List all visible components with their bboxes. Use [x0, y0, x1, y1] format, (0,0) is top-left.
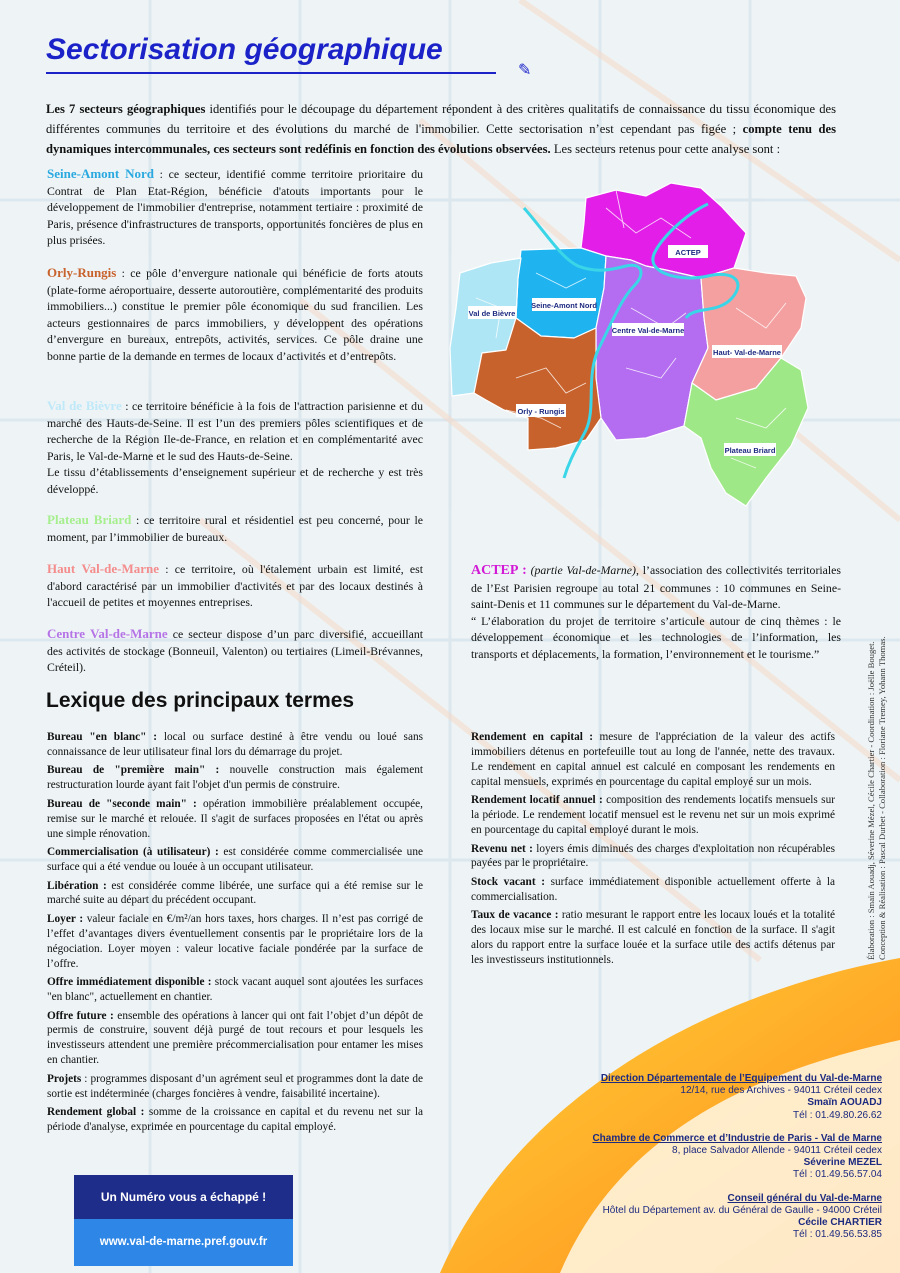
- lexique-term: Rendement en capital :: [471, 731, 594, 743]
- contact-entry: [540, 1133, 882, 1182]
- lexique-term: Libération :: [47, 879, 107, 892]
- lexique-entry: [471, 908, 835, 968]
- intro-paragraph: [46, 99, 836, 159]
- sector-name: Centre Val-de-Marne: [47, 626, 168, 641]
- lexique-entry: [47, 763, 423, 793]
- sector-text: ce territoire rural et résidentiel est peu concerné, pour le moment, par l’immobilier de bureaux.: [47, 513, 423, 544]
- map-label-actep: ACTEP: [675, 248, 701, 257]
- lexique-right-column: [471, 730, 835, 972]
- intro-bold-start: Les 7 secteurs géographiques: [46, 102, 206, 116]
- lexique-entry: [47, 912, 423, 972]
- lexique-definition: ensemble des opérations à lancer qui ont fait l’objet d’un dépôt de permis de construire, souvent déjà purgé de tout recours et pour lesquels les investisseurs attendent une première précommercialisation pour entamer les mises en chantier.: [47, 1009, 424, 1067]
- sector-name: Orly-Rungis: [47, 265, 117, 280]
- lexique-entry: [47, 797, 423, 842]
- sector-text: ce territoire bénéficie à la fois de l'attraction parisienne et du marché des Hauts-de-Seine. Il est l’un des premiers pôles scientifiques et de recherche de la Région Ile-de-France, en relation et en complémentarité avec Paris, le Val-de-Marne et le sud des Hauts-de-Seine.: [47, 399, 423, 463]
- sector-plateau-briard: Plateau Briard : ce territoire rural et résidentiel est peu concerné, pour le moment, par l’immobilier de bureaux.: [47, 512, 423, 544]
- footer-box: [74, 1175, 293, 1266]
- lexique-definition: stock vacant auquel sont ajoutées les surfaces "en blanc", actuellement en chantier.: [47, 976, 424, 1004]
- sector-val-de-bievre: Val de Bièvre : ce territoire bénéficie à la fois de l'attraction parisienne et du marché des Hauts-de-Seine. Il est l’un des premiers pôles scientifiques et de recherche de la Région Ile-de-France, en relation et en complémentarité avec Paris, le Val-de-Marne et le sud des Hauts-de-Seine. Le tissu d’établissements d’enseignement supérieur et de recherche y est très développé.: [47, 398, 423, 496]
- lexique-entry: [47, 730, 423, 760]
- map-label-seine-amont: Seine-Amont Nord: [531, 301, 597, 310]
- contact-address: Hôtel du Département av. du Général de Gaulle - 94000 Créteil: [602, 1204, 882, 1216]
- contact-phone: Tél : 01.49.80.26.62: [793, 1109, 882, 1121]
- contacts-block: [540, 1073, 882, 1252]
- sector-text: ce secteur, identifié comme territoire prioritaire du Contrat de Plan Etat-Région, bénéficie d'atouts importants pour le développement de l'immobilier d'entreprise, notamment tertiaire : proximité de Paris, présence d'infrastructures de transports, opportunités foncières de plus en plus prisées.: [47, 167, 423, 248]
- lexique-entry: [47, 1072, 423, 1102]
- lexique-definition: surface immédiatement disponible actuellement offerte à la commercialisation.: [471, 875, 835, 903]
- lexique-definition: opération immobilière préalablement occupée, remise sur le marché et relouée. Il s'agit de surfaces proposées en l'état ou après une simple rénovation.: [47, 797, 423, 840]
- lexique-definition: loyers émis diminués des charges d'exploitation non récupérables payées par le propriétaire.: [471, 842, 835, 870]
- contact-org: Chambre de Commerce et d’Industrie de Paris - Val de Marne: [592, 1132, 882, 1144]
- lexique-definition: nouvelle construction mais également restructuration lourde ayant fait l'objet d'un permis de construire.: [47, 764, 423, 792]
- credits-line-2: Conception & Réalisation : Pascal Durbet - Collaboration : Floriane Tremey, Yohann Thomas.: [877, 636, 887, 960]
- contact-person: Smaïn AOUADJ: [807, 1097, 882, 1109]
- contact-person: Cécile CHARTIER: [798, 1217, 882, 1229]
- lexique-entry: [47, 1105, 423, 1135]
- lexique-definition: est considérée comme commercialisée une surface qui a été vendue ou louée à un occupant utilisateur.: [47, 846, 423, 874]
- contact-entry: [540, 1193, 882, 1242]
- sector-name: ACTEP :: [471, 563, 527, 578]
- sector-name: Haut Val-de-Marne: [47, 561, 159, 576]
- lexique-entry: [471, 842, 835, 872]
- sector-text: ce pôle d’envergure nationale qui bénéficie de forts atouts (plate-forme aéroportuaire, desserte autoroutière, complémentarité des produits immobiliers...) constitue le premier pôle économique du sud francilien. Les acteurs gestionnaires de parcs immobiliers, y développent des opérations d’envergure en bureaux, entrepôts, activités, services. Ce pôle draine une bonne partie de la demande en termes de locaux d’activités et d’entrepôts.: [47, 266, 423, 363]
- lexique-entry: [471, 793, 835, 838]
- sector-actep: [471, 562, 841, 663]
- credits-line-1: Élaboration : Smaïn Aouadj, Séverine Mézel, Cécile Chartier - Coordination : Joëlle Bouget.: [866, 641, 876, 960]
- lexique-term: Bureau de "seconde main" :: [47, 797, 197, 810]
- credits-vertical: [866, 600, 887, 960]
- lexique-entry: [47, 1009, 423, 1069]
- lexique-term: Loyer :: [47, 912, 84, 925]
- contact-phone: Tél : 01.49.56.53.85: [793, 1229, 882, 1241]
- contact-phone: Tél : 01.49.56.57.04: [793, 1169, 882, 1181]
- sector-centre-val-de-marne: [47, 626, 423, 676]
- lexique-term: Commercialisation (à utilisateur) :: [47, 846, 219, 859]
- sector-text-2: Le tissu d’établissements d’enseignement supérieur et de recherche y est très développé.: [47, 465, 423, 496]
- lexique-term: Bureau de "première main" :: [47, 764, 220, 777]
- lexique-term: Offre future :: [47, 1009, 114, 1022]
- lexique-term: Taux de vacance :: [471, 909, 559, 922]
- lexique-definition: local ou surface destiné à être vendu ou loué sans connaissance de leur utilisateur final lors du démarrage du projet.: [47, 731, 423, 758]
- lexique-entry: [47, 879, 423, 909]
- lexique-entry: [471, 875, 835, 905]
- lexique-term: Rendement locatif annuel :: [471, 794, 603, 807]
- website-link[interactable]: www.val-de-marne.pref.gouv.fr: [74, 1219, 293, 1266]
- sector-orly-rungis: Orly-Rungis : ce pôle d’envergure nationale qui bénéficie de forts atouts (plate-forme aéroportuaire, desserte autoroutière, complémentarité des produits immobiliers...) constitue le premier pôle économique du sud francilien. Les acteurs gestionnaires de parcs immobiliers, y développent des opérations d’envergure en bureaux, entrepôts, activités, services. Ce pôle draine une bonne partie de la demande en termes de locaux d’activités et d’entrepôts.: [47, 265, 423, 363]
- sector-quote: “ L’élaboration du projet de territoire s’articule autour de cinq thèmes : le développement économique et les technologies de l’information, les transports et déplacements, la formation, l’environnement et le tourisme.”: [471, 613, 841, 661]
- sector-text: ce territoire, où l'étalement urbain est limité, est d'abord caractérisé par un immobilier d'activités et par des locaux destinés à l'accueil de petites et moyennes entreprises.: [47, 562, 423, 610]
- lexique-entry: [47, 845, 423, 875]
- lexique-definition: est considérée comme libérée, une surface qui a été remise sur le marché suite au départ du précédent occupant.: [47, 879, 423, 907]
- sector-text: ce secteur dispose d’un parc diversifié, accueillant des activités de stockage (Bonneuil, Valenton) ou tertiaires (Limeil-Brévannes, Créteil).: [47, 627, 423, 675]
- map-label-centre: Centre Val-de-Marne: [611, 326, 685, 335]
- lexique-definition: : programmes disposant d’un agrément seul et programmes dont la date de sortie est indéterminée (charges foncières à vendre, faisabilité incertaine).: [47, 1072, 423, 1100]
- intro-text-1: identifiés pour le découpage du département répondent à des critères qualitatifs de connaissance du tissu économique des différentes communes du territoire et des évolutions du marché de l'immobilier. Cette sectorisation n’est cependant pas figée ;: [46, 102, 836, 136]
- lexique-term: Rendement global :: [47, 1106, 145, 1119]
- lexique-term: Stock vacant :: [471, 875, 545, 888]
- contact-org: Direction Départementale de l’Equipement du Val-de-Marne: [600, 1073, 882, 1084]
- sector-name: Seine-Amont Nord: [47, 166, 155, 181]
- contact-entry: [540, 1073, 882, 1122]
- pen-icon: ✎: [518, 62, 532, 79]
- sector-seine-amont: Seine-Amont Nord : ce secteur, identifié comme territoire prioritaire du Contrat de Plan Etat-Région, bénéficie d'atouts importants pour le développement de l'immobilier d'entreprise, notamment tertiaire : proximité de Paris, présence d'infrastructures de transports, opportunités foncières de plus en plus prisées.: [47, 166, 423, 248]
- contact-org: Conseil général du Val-de-Marne: [727, 1192, 882, 1204]
- lexique-entry: [47, 975, 423, 1005]
- lexique-definition: somme de la croissance en capital et du revenu net sur la période d'analyse, exprimée en pourcentage du capital employé.: [47, 1106, 423, 1134]
- lexique-term: Bureau "en blanc" :: [47, 731, 158, 743]
- sector-name: Plateau Briard: [47, 512, 132, 527]
- lexique-term: Offre immédiatement disponible :: [47, 976, 212, 989]
- contact-address: 8, place Salvador Allende - 94011 Créteil cedex: [672, 1145, 882, 1157]
- lexique-definition: valeur faciale en €/m²/an hors taxes, hors charges. Il n’est pas corrigé de l’effet d’avantages divers éventuellement consentis par le propriétaire lors de la négociation. Loyer moyen : valeur locative faciale pondérée par la surface de l’offre.: [47, 912, 423, 970]
- map-label-orly: Orly - Rungis: [517, 407, 565, 416]
- lexique-entry: [471, 730, 835, 790]
- lexique-definition: composition des rendements locatifs mensuels sur la période. Le rendement locatif mensuel est le revenu net sur un mois exprimé en pourcentage du capital employé durant le mois.: [471, 794, 835, 837]
- lexique-term: Revenu net :: [471, 842, 533, 855]
- sector-map: [446, 178, 816, 510]
- intro-bold-mid: compte tenu des dynamiques intercommunales, ces secteurs sont redéfinis en fonction des évolutions observées.: [46, 122, 837, 156]
- lexique-left-column: [47, 730, 423, 1139]
- sector-name: Val de Bièvre: [47, 398, 122, 413]
- sector-haut-val-de-marne: Haut Val-de-Marne : ce territoire, où l'étalement urbain est limité, est d'abord caractérisé par un immobilier d'activités et par des locaux destinés à l'accueil de petites et moyennes entreprises.: [47, 561, 423, 610]
- map-label-val-de-bievre: Val de Bièvre: [468, 309, 516, 318]
- sector-text: , l’association des collectivités territoriales de l’Est Parisien regroupe au total 21 communes : 10 communes en Seine-saint-Denis et 11 communes sur le département du Val-de-Marne.: [471, 563, 841, 612]
- intro-text-2: Les secteurs retenus pour cette analyse sont :: [550, 142, 781, 156]
- map-region-seine-amont-nord: [516, 248, 606, 338]
- lexique-term: Projets: [47, 1072, 82, 1085]
- lexique-definition: mesure de l'appréciation de la valeur des actifs immobiliers détenus en portefeuille tout au long de l'année, nette des travaux. Le rendement en capital annuel est calculé en composant les rendements en capital mensuels, exprimés en pourcentage du capital employé sur un mois.: [471, 731, 835, 788]
- map-label-haut: Haut- Val-de-Marne: [713, 348, 781, 357]
- sector-sub: (partie Val-de-Marne): [530, 563, 636, 577]
- contact-address: 12/14, rue des Archives - 94011 Créteil cedex: [680, 1085, 882, 1097]
- footer-box-title: Un Numéro vous a échappé !: [74, 1175, 293, 1219]
- lexique-definition: ratio mesurant le rapport entre les locaux loués et la totalité des locaux mise sur le marché. Il est calculé en fonction de la surface. Il s'agit alors du rapport entre la surface louée et la surface utile des actifs détenus par les investisseurs institutionnels.: [471, 909, 835, 967]
- map-label-briard: Plateau Briard: [724, 446, 776, 455]
- page-title: Sectorisation géographique: [46, 30, 496, 74]
- contact-person: Séverine MEZEL: [803, 1157, 882, 1169]
- lexique-title: Lexique des principaux termes: [46, 689, 355, 712]
